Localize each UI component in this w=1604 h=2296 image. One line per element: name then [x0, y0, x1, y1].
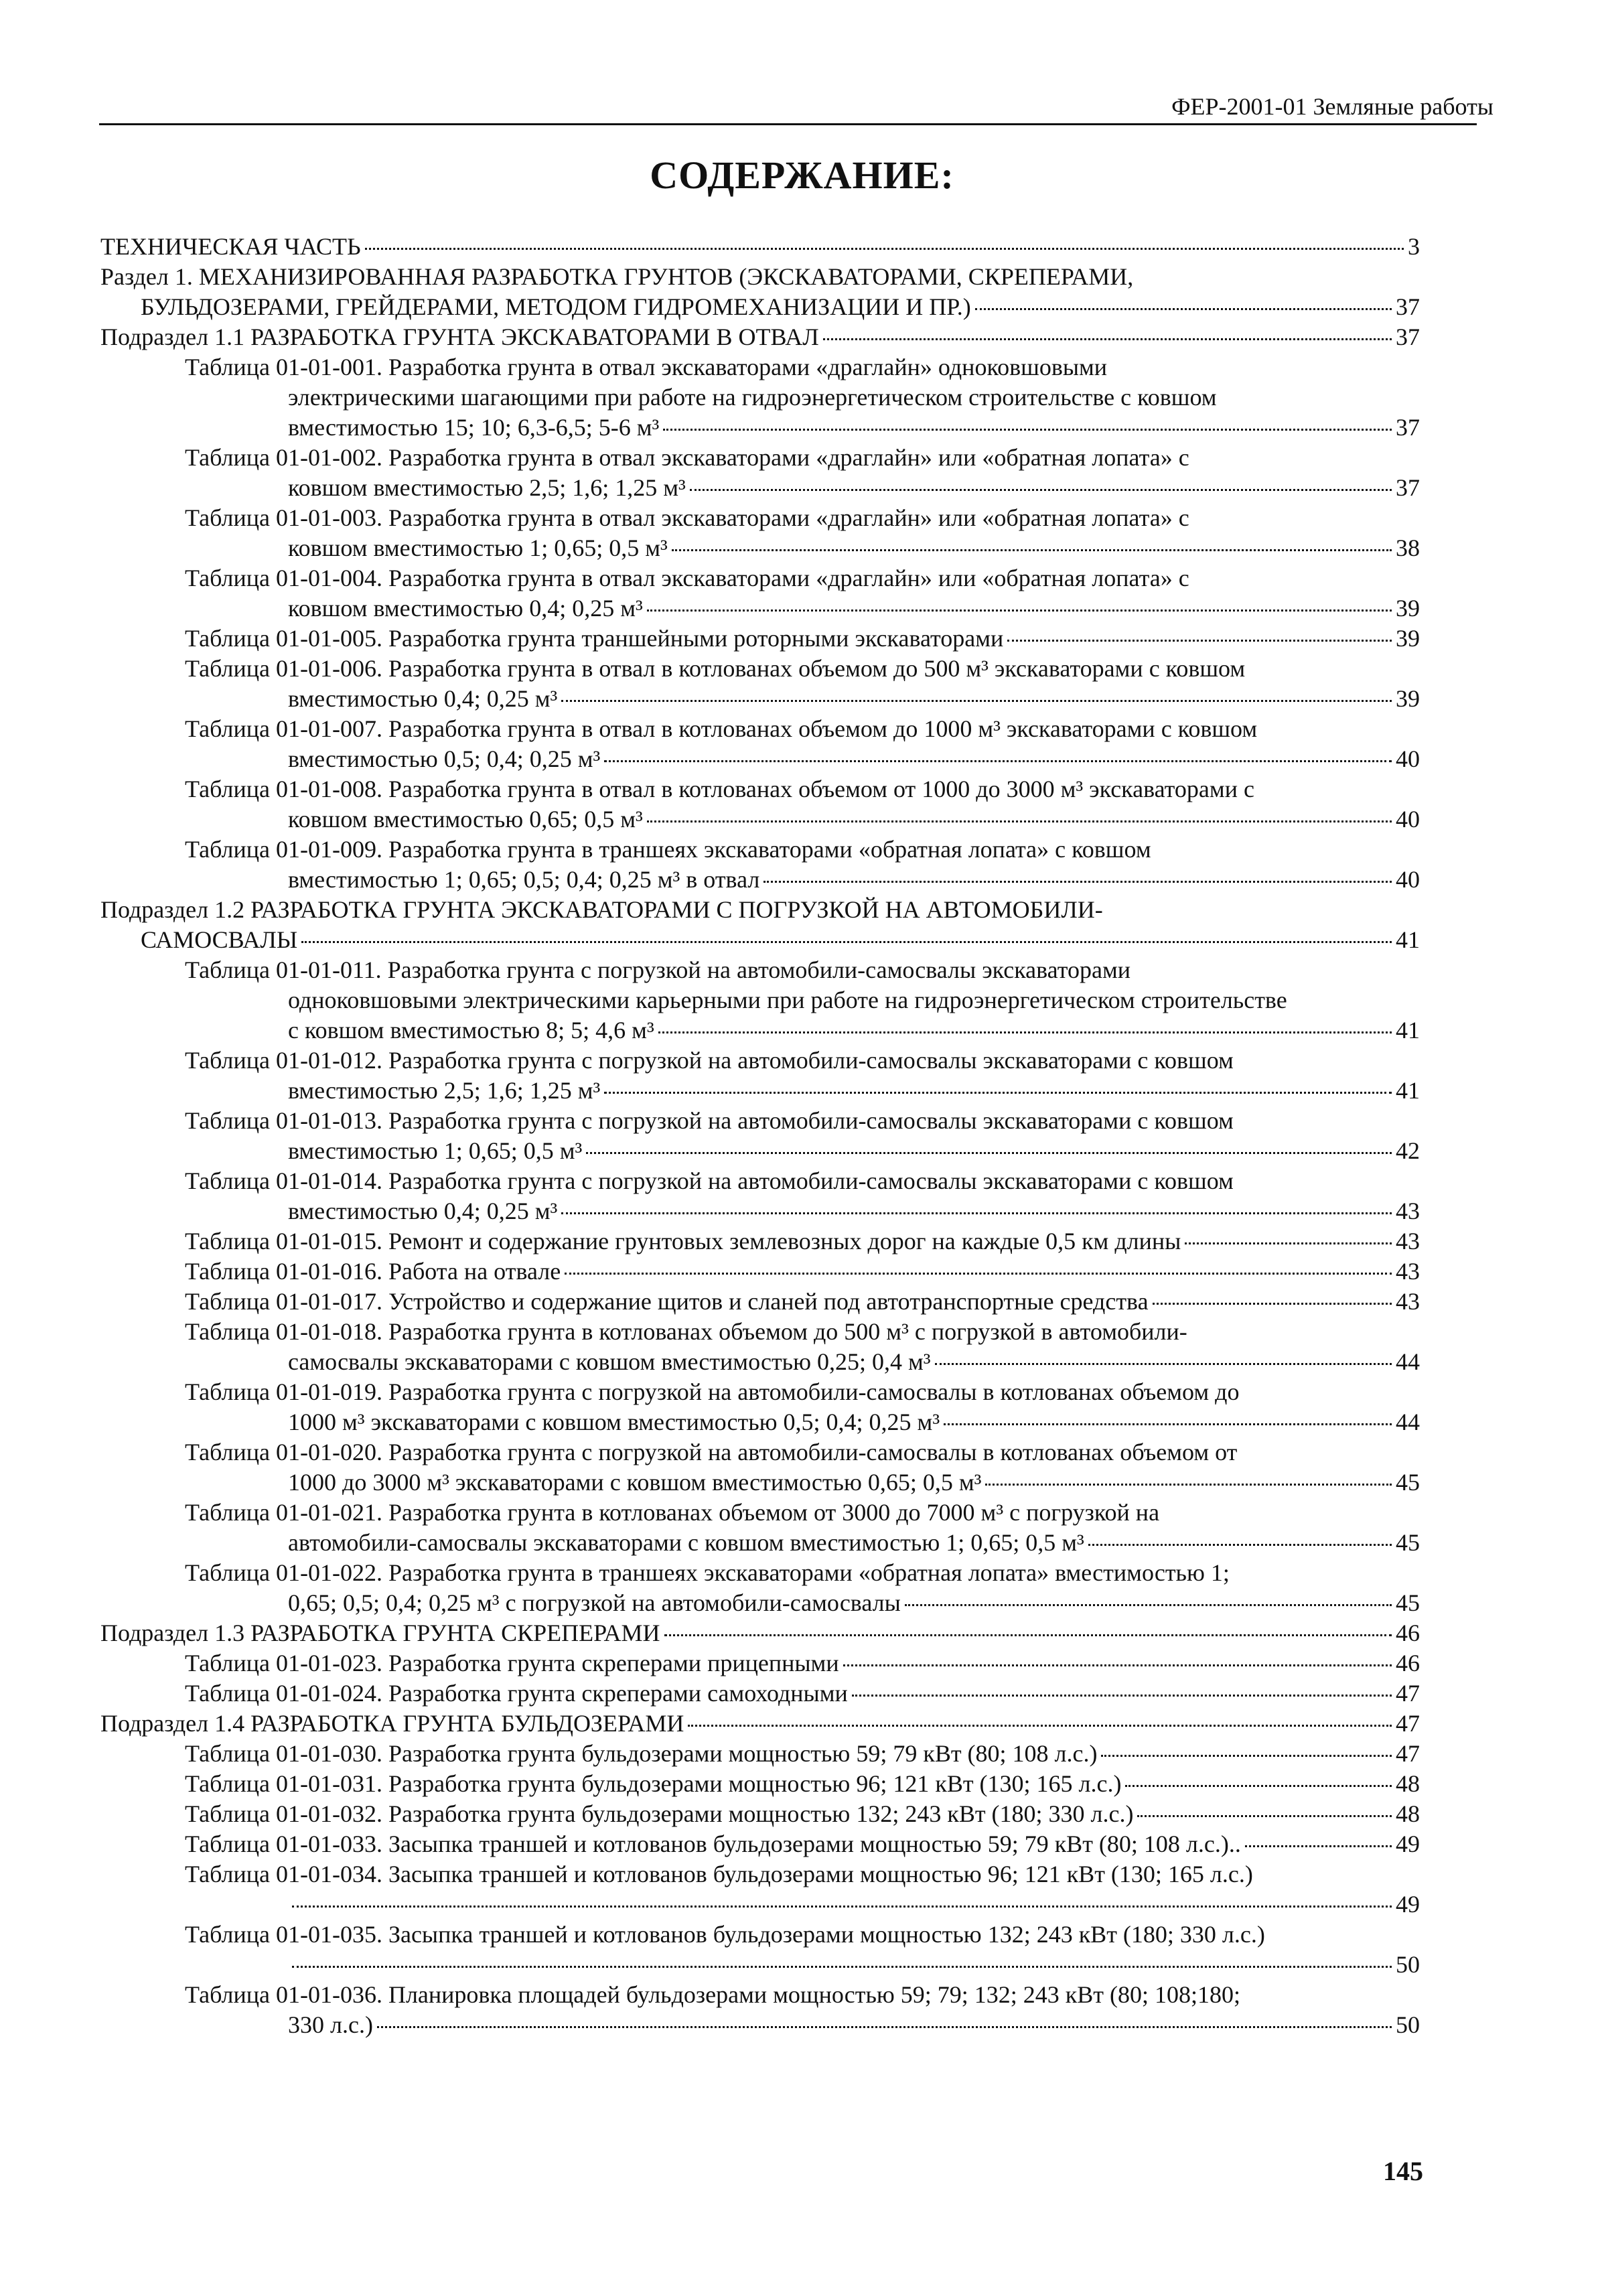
- toc-entry-line: [100, 1136, 1420, 1166]
- toc-table-entry[interactable]: [100, 1769, 1420, 1799]
- toc-entry-line: [100, 1950, 1420, 1980]
- toc-page-number: 47: [1396, 1740, 1420, 1767]
- toc-entry-text: Таблица 01-01-030. Разработка грунта бульдозерами мощностью 59; 79 кВт (80; 108 л.с.): [185, 1740, 1098, 1767]
- toc-page-number: 43: [1396, 1258, 1420, 1285]
- running-header-title: ФЕР-2001-01 Земляные работы: [1171, 93, 1493, 120]
- toc-table-entry[interactable]: [100, 1859, 1420, 1920]
- toc-entry-text: 0,65; 0,5; 0,4; 0,25 м³ с погрузкой на автомобили-самосвалы: [288, 1589, 901, 1616]
- dot-leader: [604, 1092, 1392, 1094]
- toc-entry-text: самосвалы экскаваторами с ковшом вместимостью 0,25; 0,4 м³: [288, 1348, 931, 1375]
- toc-entry-text: САМОСВАЛЫ: [141, 926, 298, 953]
- toc-page-number: 41: [1396, 926, 1420, 953]
- toc-entry-text: Подраздел 1.2 РАЗРАБОТКА ГРУНТА ЭКСКАВАТОРАМИ С ПОГРУЗКОЙ НА АВТОМОБИЛИ-: [100, 896, 1103, 923]
- toc-entry-text: 330 л.с.): [288, 2011, 373, 2038]
- toc-entry-line: [100, 1287, 1420, 1317]
- dot-leader: [935, 1363, 1392, 1365]
- toc-table-entry[interactable]: [100, 563, 1420, 624]
- toc-entry-line: [100, 1226, 1420, 1257]
- toc-entry-line: [100, 1437, 1420, 1467]
- toc-entry-text: ковшом вместимостью 0,4; 0,25 м³: [288, 595, 643, 622]
- toc-entry-line: [100, 1829, 1420, 1859]
- toc-entry-line: [100, 1347, 1420, 1377]
- toc-entry-text: Таблица 01-01-032. Разработка грунта бульдозерами мощностью 132; 243 кВт (180; 330 л.с.): [185, 1800, 1134, 1827]
- toc-entry-text: Таблица 01-01-034. Засыпка траншей и котлованов бульдозерами мощностью 96; 121 кВт (130; 165 л.с.): [185, 1861, 1253, 1887]
- toc-entry-line: [100, 1588, 1420, 1618]
- toc-page-number: 42: [1396, 1137, 1420, 1164]
- toc-entry-text: 1000 до 3000 м³ экскаваторами с ковшом вместимостью 0,65; 0,5 м³: [288, 1469, 982, 1496]
- toc-entry-text: Таблица 01-01-009. Разработка грунта в траншеях экскаваторами «обратная лопата» с ковшом: [185, 836, 1151, 863]
- toc-entry-text: электрическими шагающими при работе на гидроэнергетическом строительстве с ковшом: [288, 384, 1217, 411]
- toc-page-number: 50: [1396, 2011, 1420, 2038]
- toc-page-number: 40: [1396, 806, 1420, 833]
- toc-table-entry[interactable]: [100, 1226, 1420, 1257]
- toc-entry-line: [100, 1196, 1420, 1226]
- toc-entry-text: Таблица 01-01-003. Разработка грунта в отвал экскаваторами «драглайн» или «обратная лопата» с: [185, 504, 1189, 531]
- toc-entry-line: [100, 473, 1420, 503]
- toc-page-number: 44: [1396, 1409, 1420, 1435]
- toc-entry-line: [100, 292, 1420, 322]
- dot-leader: [1101, 1755, 1392, 1757]
- toc-table-entry[interactable]: [100, 955, 1420, 1046]
- toc-entry-line: [100, 1046, 1420, 1076]
- toc-entry-text: Таблица 01-01-012. Разработка грунта с погрузкой на автомобили-самосвалы экскаваторами с ковшом: [185, 1047, 1234, 1074]
- toc-entry-text: Подраздел 1.3 РАЗРАБОТКА ГРУНТА СКРЕПЕРАМИ: [100, 1620, 660, 1646]
- toc-table-entry[interactable]: [100, 835, 1420, 895]
- toc-entry-line: [100, 1769, 1420, 1799]
- toc-entry-line: [100, 1859, 1420, 1889]
- dot-leader: [561, 1212, 1392, 1214]
- toc-entry-line: [100, 985, 1420, 1015]
- dot-leader: [658, 1031, 1392, 1033]
- dot-leader: [586, 1152, 1392, 1154]
- toc-entry-line: [100, 1498, 1420, 1528]
- dot-leader: [690, 489, 1392, 491]
- toc-entry-line: [100, 1678, 1420, 1709]
- toc-page-number: 40: [1396, 745, 1420, 772]
- toc-page-number: 45: [1396, 1469, 1420, 1496]
- toc-entry-text: Таблица 01-01-035. Засыпка траншей и котлованов бульдозерами мощностью 132; 243 кВт (180; 330 л.с.): [185, 1921, 1265, 1948]
- toc-page-number: 49: [1396, 1831, 1420, 1857]
- toc-entry-line: [100, 714, 1420, 744]
- toc-entry-text: Таблица 01-01-007. Разработка грунта в отвал в котлованах объемом до 1000 м³ экскаваторами с ковшом: [185, 715, 1258, 742]
- toc-entry-text: Таблица 01-01-020. Разработка грунта с погрузкой на автомобили-самосвалы в котлованах объемом от: [185, 1439, 1238, 1465]
- toc-table-entry[interactable]: [100, 1317, 1420, 1377]
- toc-entry-text: Подраздел 1.1 РАЗРАБОТКА ГРУНТА ЭКСКАВАТОРАМИ В ОТВАЛ: [100, 324, 819, 350]
- dot-leader: [1245, 1845, 1392, 1847]
- page-title: СОДЕРЖАНИЕ:: [650, 153, 954, 197]
- toc-entry-line: [100, 1317, 1420, 1347]
- toc-page-number: 37: [1396, 293, 1420, 320]
- toc-entry-line: [100, 955, 1420, 985]
- toc-entry-line: [100, 1377, 1420, 1407]
- dot-leader: [565, 1273, 1392, 1275]
- toc-entry-line: [100, 1528, 1420, 1558]
- toc-table-entry[interactable]: [100, 503, 1420, 563]
- toc-page-number: 37: [1396, 324, 1420, 350]
- dot-leader: [301, 941, 1392, 943]
- toc-entry-line: [100, 2010, 1420, 2040]
- toc-entry-text: Таблица 01-01-011. Разработка грунта с погрузкой на автомобили-самосвалы экскаваторами: [185, 956, 1131, 983]
- dot-leader: [672, 549, 1392, 551]
- toc-entry-text: вместимостью 0,5; 0,4; 0,25 м³: [288, 745, 601, 772]
- toc-entry-text: Таблица 01-01-016. Работа на отвале: [185, 1258, 561, 1285]
- toc-entry-text: Таблица 01-01-015. Ремонт и содержание грунтовых землевозных дорог на каждые 0,5 км длины: [185, 1228, 1181, 1254]
- toc-entry-text: Таблица 01-01-023. Разработка грунта скреперами прицепными: [185, 1650, 839, 1676]
- toc-entry-text: Таблица 01-01-005. Разработка грунта траншейными роторными экскаваторами: [185, 625, 1004, 652]
- toc-entry-text: вместимостью 1; 0,65; 0,5; 0,4; 0,25 м³ в отвал: [288, 866, 760, 893]
- toc-table-entry[interactable]: [100, 1106, 1420, 1166]
- toc-table-entry[interactable]: [100, 1257, 1420, 1287]
- toc-entry-text: Таблица 01-01-008. Разработка грунта в отвал в котлованах объемом от 1000 до 3000 м³ экскаваторами с: [185, 776, 1254, 802]
- toc-entry-text: Таблица 01-01-024. Разработка грунта скреперами самоходными: [185, 1680, 848, 1707]
- toc-entry-line: [100, 774, 1420, 804]
- table-of-contents: [100, 232, 1420, 2040]
- toc-subsection-entry[interactable]: [100, 322, 1420, 352]
- toc-entry-text: БУЛЬДОЗЕРАМИ, ГРЕЙДЕРАМИ, МЕТОДОМ ГИДРОМЕХАНИЗАЦИИ И ПР.): [141, 293, 971, 320]
- running-header: [99, 91, 1493, 125]
- toc-page-number: 47: [1396, 1680, 1420, 1707]
- toc-page-number: 40: [1396, 866, 1420, 893]
- toc-entry-line: [100, 744, 1420, 774]
- toc-page-number: 43: [1396, 1228, 1420, 1254]
- dot-leader: [1153, 1303, 1392, 1305]
- toc-entry-line: [100, 835, 1420, 865]
- toc-table-entry[interactable]: [100, 1046, 1420, 1106]
- toc-entry-text: Таблица 01-01-004. Разработка грунта в отвал экскаваторами «драглайн» или «обратная лопата» с: [185, 565, 1189, 591]
- toc-entry-line: [100, 1709, 1420, 1739]
- toc-subsection-entry[interactable]: [100, 895, 1420, 955]
- toc-page-number: 41: [1396, 1017, 1420, 1044]
- toc-page-number: 37: [1396, 474, 1420, 501]
- toc-entry-line: [100, 413, 1420, 443]
- toc-entry-line: [100, 503, 1420, 533]
- toc-entry-text: одноковшовыми электрическими карьерными при работе на гидроэнергетическом строительстве: [288, 987, 1287, 1013]
- toc-entry-text: ковшом вместимостью 1; 0,65; 0,5 м³: [288, 534, 668, 561]
- toc-entry-text: Таблица 01-01-018. Разработка грунта в котлованах объемом до 500 м³ с погрузкой в автомобили-: [185, 1318, 1187, 1345]
- toc-entry-line: [100, 925, 1420, 955]
- toc-entry-text: автомобили-самосвалы экскаваторами с ковшом вместимостью 1; 0,65; 0,5 м³: [288, 1529, 1084, 1556]
- toc-table-entry[interactable]: [100, 1829, 1420, 1859]
- toc-entry-line: [100, 1980, 1420, 2010]
- dot-leader: [688, 1725, 1392, 1727]
- toc-table-entry[interactable]: [100, 352, 1420, 443]
- dot-leader: [1125, 1785, 1392, 1787]
- toc-entry-text: Таблица 01-01-036. Планировка площадей бульдозерами мощностью 59; 79; 132; 243 кВт (80; 108;180;: [185, 1981, 1241, 2008]
- toc-entry-text: Таблица 01-01-002. Разработка грунта в отвал экскаваторами «драглайн» или «обратная лопата» с: [185, 444, 1189, 471]
- toc-entry-line: [100, 1076, 1420, 1106]
- toc-entry-line: [100, 1166, 1420, 1196]
- toc-page-number: 3: [1408, 233, 1420, 260]
- dot-leader: [647, 609, 1392, 612]
- toc-table-entry[interactable]: [100, 714, 1420, 774]
- toc-section-entry[interactable]: [100, 262, 1420, 322]
- toc-entry-text: Таблица 01-01-001. Разработка грунта в отвал экскаваторами «драглайн» одноковшовыми: [185, 354, 1108, 380]
- dot-leader: [1007, 640, 1392, 642]
- toc-entry-line: [100, 563, 1420, 593]
- toc-entry-text: Таблица 01-01-013. Разработка грунта с погрузкой на автомобили-самосвалы экскаваторами с ковшом: [185, 1107, 1234, 1134]
- toc-entry-line: [100, 865, 1420, 895]
- toc-entry-line: [100, 1467, 1420, 1498]
- toc-subsection-entry[interactable]: [100, 1618, 1420, 1648]
- toc-page-number: 47: [1396, 1710, 1420, 1737]
- toc-entry-line: [100, 262, 1420, 292]
- toc-page-number: 38: [1396, 534, 1420, 561]
- toc-entry-line: [100, 1015, 1420, 1046]
- dot-leader: [292, 1966, 1392, 1968]
- toc-entry-text: Таблица 01-01-019. Разработка грунта с погрузкой на автомобили-самосвалы в котлованах объемом до: [185, 1378, 1240, 1405]
- toc-subsection-entry[interactable]: [100, 1709, 1420, 1739]
- dot-leader: [1088, 1544, 1392, 1546]
- toc-page-number: 44: [1396, 1348, 1420, 1375]
- toc-page-number: 39: [1396, 625, 1420, 652]
- toc-entry-text: Таблица 01-01-031. Разработка грунта бульдозерами мощностью 96; 121 кВт (130; 165 л.с.): [185, 1770, 1122, 1797]
- dot-leader: [377, 2026, 1392, 2028]
- toc-entry-text: Таблица 01-01-021. Разработка грунта в котлованах объемом от 3000 до 7000 м³ с погрузкой на: [185, 1499, 1160, 1526]
- toc-entry-text: вместимостью 0,4; 0,25 м³: [288, 685, 558, 712]
- toc-page-number: 41: [1396, 1077, 1420, 1104]
- toc-entry-line: [100, 322, 1420, 352]
- toc-entry-line: [100, 1257, 1420, 1287]
- toc-entry-line: [100, 352, 1420, 382]
- toc-entry-line: [100, 443, 1420, 473]
- toc-entry-line: [100, 1889, 1420, 1920]
- toc-entry-text: Таблица 01-01-033. Засыпка траншей и котлованов бульдозерами мощностью 59; 79 кВт (80; 108 л.с.)..: [185, 1831, 1241, 1857]
- dot-leader: [823, 338, 1392, 340]
- toc-page-number: 48: [1396, 1770, 1420, 1797]
- dot-leader: [905, 1604, 1392, 1606]
- toc-entry-text: Раздел 1. МЕХАНИЗИРОВАННАЯ РАЗРАБОТКА ГРУНТОВ (ЭКСКАВАТОРАМИ, СКРЕПЕРАМИ,: [100, 263, 1134, 290]
- toc-table-entry[interactable]: [100, 1558, 1420, 1618]
- dot-leader: [604, 760, 1392, 762]
- toc-entry-text: 1000 м³ экскаваторами с ковшом вместимостью 0,5; 0,4; 0,25 м³: [288, 1409, 940, 1435]
- toc-entry-line: [100, 1407, 1420, 1437]
- toc-page-number: 46: [1396, 1650, 1420, 1676]
- dot-leader: [647, 820, 1392, 822]
- toc-page-number: 50: [1396, 1951, 1420, 1978]
- toc-table-entry[interactable]: [100, 1166, 1420, 1226]
- toc-entry-text: ковшом вместимостью 2,5; 1,6; 1,25 м³: [288, 474, 686, 501]
- toc-page-number: 45: [1396, 1589, 1420, 1616]
- toc-entry-text: Подраздел 1.4 РАЗРАБОТКА ГРУНТА БУЛЬДОЗЕРАМИ: [100, 1710, 684, 1737]
- toc-entry-line: [100, 1739, 1420, 1769]
- toc-table-entry[interactable]: [100, 1980, 1420, 2040]
- toc-table-entry[interactable]: [100, 1678, 1420, 1709]
- toc-page-number: 39: [1396, 595, 1420, 622]
- toc-entry-line: [100, 654, 1420, 684]
- dot-leader: [1137, 1815, 1392, 1817]
- toc-table-entry[interactable]: [100, 1920, 1420, 1980]
- dot-leader: [985, 1484, 1392, 1486]
- toc-entry-text: ТЕХНИЧЕСКАЯ ЧАСТЬ: [100, 233, 361, 260]
- toc-table-entry[interactable]: [100, 1377, 1420, 1437]
- toc-entry-line: [100, 895, 1420, 925]
- dot-leader: [292, 1906, 1392, 1908]
- dot-leader: [663, 429, 1392, 431]
- toc-table-entry[interactable]: [100, 774, 1420, 835]
- toc-entry-text: Таблица 01-01-014. Разработка грунта с погрузкой на автомобили-самосвалы экскаваторами с ковшом: [185, 1167, 1234, 1194]
- dot-leader: [365, 248, 1404, 250]
- toc-entry-line: [100, 1920, 1420, 1950]
- toc-page-number: 39: [1396, 685, 1420, 712]
- toc-entry-line: [100, 624, 1420, 654]
- toc-entry-line: [100, 533, 1420, 563]
- toc-page-number: 45: [1396, 1529, 1420, 1556]
- toc-entry-text: вместимостью 15; 10; 6,3-6,5; 5-6 м³: [288, 414, 660, 441]
- toc-table-entry[interactable]: [100, 1437, 1420, 1498]
- toc-table-entry[interactable]: [100, 443, 1420, 503]
- toc-entry-line: [100, 593, 1420, 624]
- toc-page-number: 43: [1396, 1198, 1420, 1224]
- toc-table-entry[interactable]: [100, 1287, 1420, 1317]
- toc-entry-text: ковшом вместимостью 0,65; 0,5 м³: [288, 806, 643, 833]
- toc-entry-line: [100, 1558, 1420, 1588]
- dot-leader: [664, 1634, 1392, 1636]
- toc-entry-text: Таблица 01-01-022. Разработка грунта в траншеях экскаваторами «обратная лопата» вместимостью 1;: [185, 1559, 1230, 1586]
- toc-table-entry[interactable]: [100, 654, 1420, 714]
- toc-entry-line: [100, 1618, 1420, 1648]
- toc-page-number: 48: [1396, 1800, 1420, 1827]
- dot-leader: [975, 308, 1392, 310]
- toc-page-number: 37: [1396, 414, 1420, 441]
- toc-table-entry[interactable]: [100, 1799, 1420, 1829]
- dot-leader: [852, 1695, 1392, 1697]
- toc-entry-text: Таблица 01-01-017. Устройство и содержание щитов и сланей под автотранспортные средства: [185, 1288, 1149, 1315]
- toc-entry-line: [100, 232, 1420, 262]
- toc-entry-line: [100, 382, 1420, 413]
- toc-page-number: 46: [1396, 1620, 1420, 1646]
- toc-entry-line: [100, 1648, 1420, 1678]
- toc-entry-text: вместимостью 2,5; 1,6; 1,25 м³: [288, 1077, 601, 1104]
- toc-page-number: 49: [1396, 1891, 1420, 1918]
- toc-entry-text: вместимостью 1; 0,65; 0,5 м³: [288, 1137, 583, 1164]
- dot-leader: [561, 700, 1392, 702]
- toc-entry-line: [100, 1799, 1420, 1829]
- dot-leader: [1185, 1242, 1392, 1244]
- toc-entry-line: [100, 804, 1420, 835]
- toc-table-entry[interactable]: [100, 1739, 1420, 1769]
- toc-entry-text: с ковшом вместимостью 8; 5; 4,6 м³: [288, 1017, 654, 1044]
- dot-leader: [763, 881, 1392, 883]
- toc-entry-line: [100, 1106, 1420, 1136]
- toc-entry-text: Таблица 01-01-006. Разработка грунта в отвал в котлованах объемом до 500 м³ экскаваторами с ковшом: [185, 655, 1246, 682]
- toc-table-entry[interactable]: [100, 1648, 1420, 1678]
- toc-entry-text: вместимостью 0,4; 0,25 м³: [288, 1198, 558, 1224]
- toc-section-entry[interactable]: [100, 232, 1420, 262]
- dot-leader: [944, 1423, 1392, 1425]
- toc-table-entry[interactable]: [100, 1498, 1420, 1558]
- toc-entry-line: [100, 684, 1420, 714]
- page-number: 145: [1383, 2156, 1423, 2186]
- toc-page-number: 43: [1396, 1288, 1420, 1315]
- dot-leader: [843, 1664, 1392, 1666]
- toc-table-entry[interactable]: [100, 624, 1420, 654]
